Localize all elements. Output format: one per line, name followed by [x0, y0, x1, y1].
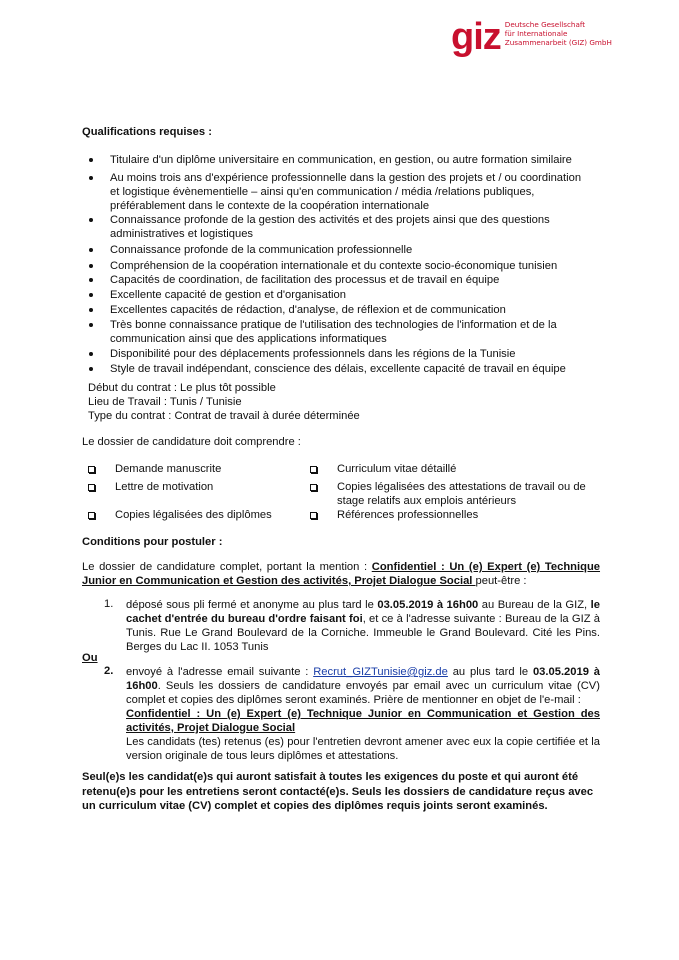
- checkbox-icon: [310, 466, 317, 473]
- final-note: Seul(e)s les candidat(e)s qui auront satisfait à toutes les exigences du poste et qui auront été retenu(e)s pour les entretiens seront contacté(e)s. Seuls les dossiers de candidature reçus avec un curriculum vitae (CV) complet et copies des diplômes requis joints seront examinés.: [82, 771, 594, 812]
- qualification-item: Au moins trois ans d'expérience professionnelle dans la gestion des projets et / ou coordination et logistique évènementielle – ainsi qu'en communication / média /relations publiques, préférablement dans le contexte de la coopération internationale: [82, 171, 592, 213]
- conditions-intro: [82, 560, 600, 588]
- contract-type: Type du contrat : Contrat de travail à durée déterminée: [88, 410, 360, 422]
- conditions-title: Conditions pour postuler :: [82, 536, 223, 548]
- dossier-item: [88, 480, 213, 494]
- dossier-item: [310, 480, 600, 508]
- checkbox-icon: [88, 484, 95, 491]
- step-2-note: Les candidats (tes) retenus (es) pour l'entretien devront amener avec eux la copie certifiée et la version originale de tous leurs diplômes et attestations.: [126, 736, 600, 762]
- dossier-item-label: Curriculum vitae détaillé: [337, 463, 457, 475]
- qualification-item: Excellente capacité de gestion et d'organisation: [82, 288, 592, 302]
- giz-logo: [451, 16, 612, 58]
- step-1-number: 1.: [104, 598, 114, 610]
- qualifications-list: [82, 153, 592, 376]
- qualification-item: Capacités de coordination, de facilitation des processus et de travail en équipe: [82, 273, 592, 287]
- step-2-number: 2.: [104, 665, 114, 677]
- step-1-part: au Bureau de la GIZ,: [478, 599, 591, 611]
- logo-text: [505, 20, 612, 47]
- step-2-text: [126, 665, 600, 763]
- step-1-date: 03.05.2019 à 16h00: [377, 599, 479, 611]
- dossier-item-label: Lettre de motivation: [115, 481, 214, 493]
- qualification-item: Compréhension de la coopération internationale et du contexte socio-économique tunisien: [82, 259, 592, 273]
- qualification-item: Excellentes capacités de rédaction, d'analyse, de réflexion et de communication: [82, 303, 592, 317]
- checkbox-icon: [310, 512, 317, 519]
- logo-line-3: Zusammenarbeit (GIZ) GmbH: [504, 38, 612, 47]
- dossier-intro: Le dossier de candidature doit comprendre :: [82, 436, 301, 448]
- checkbox-icon: [310, 484, 317, 491]
- qualification-item: Connaissance profonde de la communication professionnelle: [82, 243, 592, 257]
- dossier-item-label: Références professionnelles: [337, 509, 479, 521]
- step-1-text: [126, 598, 600, 654]
- logo-line-1: Deutsche Gesellschaft: [504, 20, 586, 29]
- dossier-item: [310, 508, 600, 522]
- logo-line-2: für Internationale: [504, 29, 568, 38]
- qualification-item: Connaissance profonde de la gestion des activités et des projets ainsi que des questions administratives et logistiques: [82, 213, 592, 241]
- step-2-mention: Confidentiel : Un (e) Expert (e) Technique Junior en Communication et Gestion des activités, Projet Dialogue Social: [126, 708, 600, 734]
- dossier-item: [88, 508, 272, 522]
- qualification-item: Très bonne connaissance pratique de l'utilisation des technologies de l'information et de la communication ainsi que des applications informatiques: [82, 318, 592, 346]
- qualification-item: Style de travail indépendant, conscience des délais, excellente capacité de travail en équipe: [82, 362, 592, 376]
- conditions-mention: Confidentiel : Un (e) Expert (e) Technique Junior en Communication et Gestion des activités, Projet Dialogue Social: [82, 561, 601, 587]
- dossier-item-label: Copies légalisées des attestations de travail ou de stage relatifs aux emplois antérieurs: [337, 481, 586, 507]
- step-2-part: au plus tard le: [447, 666, 533, 678]
- contract-place: Lieu de Travail : Tunis / Tunisie: [88, 396, 242, 408]
- qualification-item: Titulaire d'un diplôme universitaire en communication, en gestion, ou autre formation similaire: [82, 153, 592, 167]
- checkbox-icon: [88, 512, 95, 519]
- qualification-item: Disponibilité pour des déplacements professionnels dans les régions de la Tunisie: [82, 347, 592, 361]
- step-2-part: . Seuls les dossiers de candidature envoyés par email avec un curriculum vitae (CV) complet et copies des diplômes seront examinés. Prière de mentionner en objet de l'e-mail :: [126, 680, 600, 706]
- dossier-item: [88, 462, 221, 476]
- step-2-part: envoyé à l'adresse email suivante :: [126, 666, 314, 678]
- contract-start: Début du contrat : Le plus tôt possible: [88, 382, 276, 394]
- dossier-item-label: Copies légalisées des diplômes: [115, 509, 272, 521]
- qualifications-title: Qualifications requises :: [82, 126, 212, 138]
- step-1-emphasis: le cachet d'entrée du bureau d'ordre faisant foi: [126, 599, 600, 625]
- step-1-address: , et ce à l'adresse suivante : Bureau de la GIZ à Tunis. Rue Le Grand Boulevard de la Corniche. Immeuble le Grand Boulevard. Cité les Pins. Berges du Lac II. 1053 Tunis: [126, 613, 600, 653]
- conditions-intro-end: peut-être :: [475, 575, 527, 587]
- contract-info: [88, 381, 360, 423]
- email-link[interactable]: Recrut_GIZTunisie@giz.de: [313, 666, 448, 678]
- checkbox-icon: [88, 466, 95, 473]
- step-1-part: déposé sous pli fermé et anonyme au plus tard le: [126, 599, 378, 611]
- conditions-intro-start: Le dossier de candidature complet, portant la mention :: [82, 561, 372, 573]
- or-separator: Ou: [82, 652, 98, 664]
- dossier-item-label: Demande manuscrite: [115, 463, 222, 475]
- step-2-date: 03.05.2019 à 16h00: [126, 666, 600, 692]
- logo-mark: giz: [451, 16, 501, 58]
- dossier-item: [310, 462, 600, 476]
